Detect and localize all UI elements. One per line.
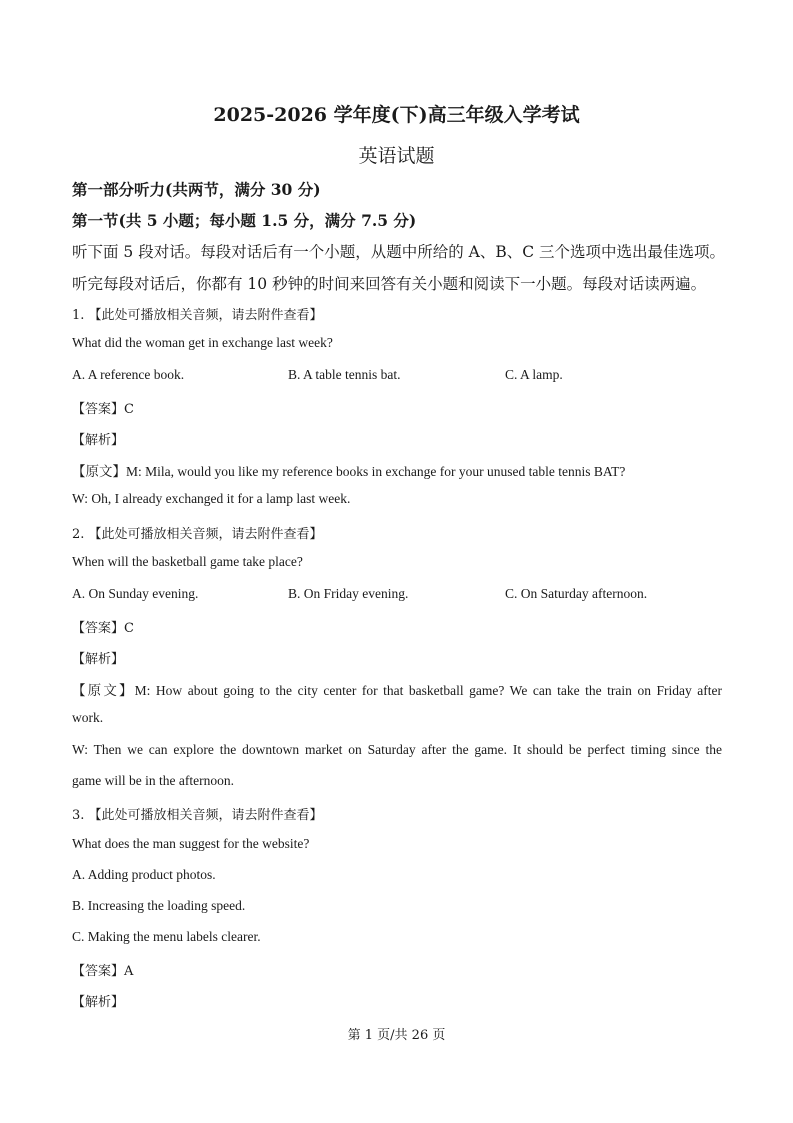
question-text: What does the man suggest for the website?	[72, 836, 310, 851]
section-heading: 第一节(共 5 小题；每小题 1.5 分，满分 7.5 分)	[72, 211, 417, 230]
audio-placeholder[interactable]: 3. 【此处可播放相关音频，请去附件查看】	[72, 808, 323, 823]
option-c: C. Making the menu labels clearer.	[72, 929, 261, 944]
option-a: A. Adding product photos.	[72, 867, 216, 882]
analysis-label: 【解析】	[72, 433, 125, 448]
instructions-line-2: 听完每段对话后，你都有 10 秒钟的时间来回答有关小题和阅读下一小题。每段对话读两遍。	[72, 275, 707, 293]
question-text: What did the woman get in exchange last week?	[72, 335, 333, 350]
option-c: C. On Saturday afternoon.	[505, 586, 648, 601]
answer: 【答案】C	[72, 621, 134, 636]
exam-subtitle: 英语试题	[358, 145, 435, 167]
option-b: B. A table tennis bat.	[288, 367, 401, 382]
exam-title: 2025-2026 学年度(下)高三年级入学考试	[213, 104, 580, 126]
instructions-line-1: 听下面 5 段对话。每段对话后有一个小题，从题中所给的 A、B、C 三个选项中选出最佳选项。	[72, 243, 726, 261]
option-a: A. On Sunday evening.	[72, 586, 199, 601]
option-b: B. Increasing the loading speed.	[72, 898, 246, 913]
transcript-line: W: Oh, I already exchanged it for a lamp last week.	[72, 491, 351, 506]
option-a: A. A reference book.	[72, 367, 185, 382]
option-c: C. A lamp.	[505, 367, 563, 382]
answer: 【答案】C	[72, 402, 134, 417]
audio-placeholder[interactable]: 2. 【此处可播放相关音频，请去附件查看】	[72, 527, 323, 542]
question-text: When will the basketball game take place?	[72, 554, 303, 569]
part-heading: 第一部分听力(共两节，满分 30 分)	[72, 180, 321, 199]
transcript-line: work.	[72, 710, 104, 725]
option-b: B. On Friday evening.	[288, 586, 409, 601]
audio-placeholder[interactable]: 1. 【此处可播放相关音频，请去附件查看】	[72, 308, 323, 323]
transcript-line: W: Then we can explore the downtown market on Saturday after the game. It should be perfect timing since the	[72, 742, 722, 757]
analysis-label: 【解析】	[72, 652, 125, 667]
answer: 【答案】A	[72, 964, 134, 979]
transcript-line: 【原文】M: Mila, would you like my reference books in exchange for your unused table tennis BAT?	[72, 464, 626, 479]
page-number: 第 1 页/共 26 页	[347, 1028, 446, 1043]
transcript-line: 【原文】M: How about going to the city center for that basketball game? We can take the train on Friday after	[72, 683, 722, 698]
transcript-line: game will be in the afternoon.	[72, 773, 234, 788]
analysis-label: 【解析】	[72, 995, 125, 1010]
